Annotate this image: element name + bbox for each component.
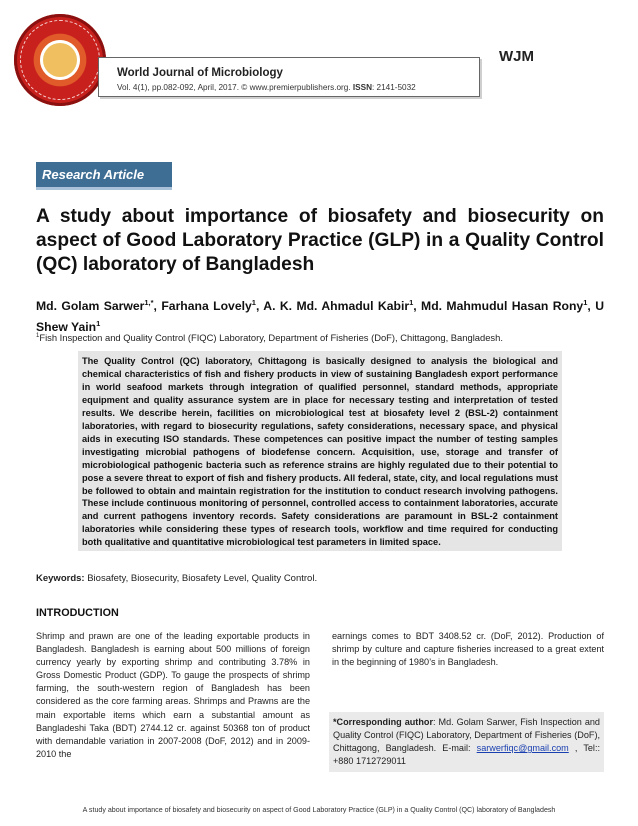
author-list: Md. Golam Sarwer$^{1,*}$, Farhana Lovely$^1$, A. K. Md. Ahmadul Kabir$^1$, Md. Mahmudul Hasan Rony$^1$, U Shew Yain$^1$ [36,298,604,335]
author-affiliation-marker: 1,* [144,298,154,307]
abstract-box [78,351,562,551]
journal-name: World Journal of Microbiology [117,67,283,79]
journal-meta [117,83,416,92]
corresponding-author-tel: , Tel:: +880 1712729011 [333,743,600,766]
author-name: A. K. Md. Ahmadul Kabir [263,299,410,314]
journal-volume-info: Vol. 4(1), pp.082-092, April, 2017. © www.premierpublishers.org. [117,83,351,92]
keywords-label: Keywords: [36,573,85,584]
author-affiliation-marker: 1 [409,298,414,307]
author-email-link[interactable]: sarwerfiqc@gmail.com [476,743,569,753]
article-title: A study about importance of biosafety and biosecurity on aspect of Good Laboratory Practice (GLP) in a Quality Control (QC) laboratory of Bangladesh [36,206,604,275]
journal-header-box [98,57,480,97]
affiliation-text: Fish Inspection and Quality Control (FIQC) Laboratory, Department of Fisheries (DoF), Chittagong, Bangladesh. [39,332,503,343]
section-heading-introduction: INTRODUCTION [36,607,119,619]
keywords [36,573,317,584]
author-affiliation-marker: 1 [96,319,101,329]
body-left-column: Shrimp and prawn are one of the leading exportable products in Bangladesh. Bangladesh is earning about 500 millions of foreign currency yearly by exporting shrimp and contributing 3.78% in Gross Domestic Product (GDP). To gauge the prospects of shrimp farming, the south-western region of Bangladesh has been considered as the core farming areas. Shrimps and Prawns are the main exportable items which earn a substantial amount as Bangladeshi Taka (BDT) 2744.12 cr. against 50368 ton of product with demandable variation in 2007-2008 (DoF, 2012) and in 2009-2010 the [36,631,310,759]
page-footer: A study about importance of biosafety and biosecurity on aspect of Good Laboratory Practice (GLP) in a Quality Control (QC) laboratory of Bangladesh [82,806,556,814]
keywords-text: Biosafety, Biosecurity, Biosafety Level, Quality Control. [84,573,318,584]
issn-value: : 2141-5032 [372,83,416,92]
publisher-logo [14,14,106,106]
corresponding-author-text: : Md. Golam Sarwer, Fish Inspection and Quality Control (FIQC) Laboratory, Department of Fisheries (DoF), Chittagong, Bangladesh. E-mail: [333,717,600,753]
author-name: Farhana Lovely [161,299,252,314]
author-affiliation-marker: 1 [251,298,256,307]
corresponding-author-box [329,712,604,772]
author-name: Md. Mahmudul Hasan Rony [421,299,584,314]
article-type-label: Research Article [42,167,145,182]
body-right-column: earnings comes to BDT 3408.52 cr. (DoF, 2012). Production of shrimp by culture and capture fisheries increased to a great extent in the beginning of 1980’s in Bangladesh. [332,631,604,668]
issn-label: ISSN [352,83,372,92]
author-affiliation-marker: 1 [583,298,588,307]
logo-emblem [40,40,80,80]
author-name: U Shew Yain [36,299,604,335]
article-type-badge [36,162,172,190]
corresponding-author-label: *Corresponding author [333,717,433,727]
abstract-text: The Quality Control (QC) laboratory, Chittagong is basically designed to analysis the biological and chemical characteristics of fish and fishery products in view of sustaining Bangladesh export performance in world seafood markets through integration of qualified personnel, standard methods, appropriate equipment and quality assurance system are in place for necessary testing and interpretation of tested results. We describe herein, facilities on microbiological test at biosafety level 2 (BSL-2) containment laboratories, with regard to biosecurity regulations, safety considerations, necessary space, and physical aids in executing ISO standards. These competences can positive impact the number of testing samples investigating microbial pathogens of biodefense concern. Acquisition, use, storage and transfer of microbiological pathogenic bacteria such as reference strains are highly regulated due to their potential to pose a severe threat to export of fish and fishery products. All federal, state, city, and local regulations must be followed to obtain and maintain registration for the institution to conduct research involving pathogens. These include continuous monitoring of personnel, controlled access to containment laboratories, accurate and current pathogens inventory records. Safety considerations are paramount in BSL-2 containment laboratories while considering these types of research tools, workflow and time required for conducting both qualitative and quantitative microbiological test parameters in limited space. [82,356,558,548]
affiliation-marker: 1 [36,332,40,339]
author-name: Md. Golam Sarwer [36,299,145,314]
journal-abbreviation: WJM [499,48,534,65]
affiliation [36,332,604,343]
